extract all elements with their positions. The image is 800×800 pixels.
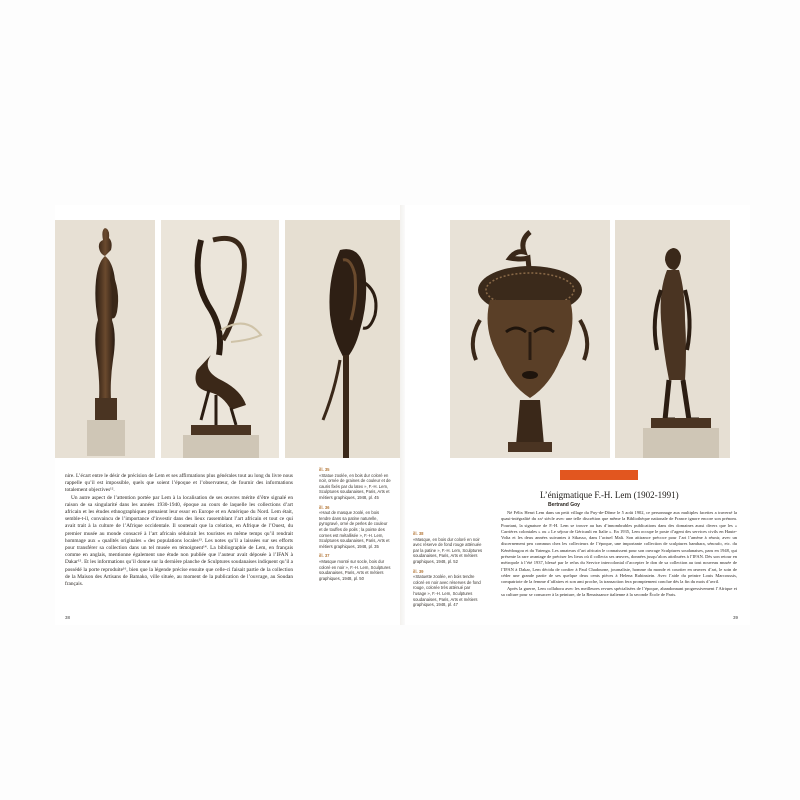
caption-ill-number: ill. 36 [319,504,330,510]
caption-ill-number: ill. 35 [319,467,330,472]
caption-text: «Statuette zoolée, en bois tendre coloré en noir avec réserves de fond rouge, colorée très atténué par l’usage », F.-H. Lem, Sculptures soudanaises, Paris, Arts et métiers graphiques, 1948, pl. 47 [413,574,481,608]
book-spread [55,205,750,625]
seated-figure-photo [615,220,730,458]
article-title: L’énigmatique F.-H. Lem (1902-1991) [540,490,679,500]
caption-block [319,553,391,581]
standing-figure-photo [55,220,155,458]
right-captions [413,531,483,612]
accent-bar [560,470,638,480]
left-page [55,205,400,625]
caption-text: «Haut de masque zoolé, en bois tendre dans sa patine naturelle, pyrogravé, orné de perles de couleur et de touffes de poils ; la pointe des cornes est métallisée », F.-H. Lem, Sculptures soudanaises, Paris, Arts et métiers graphiques, 1948, pl. 35 [319,510,390,549]
left-paragraph: nire. L’écart entre le désir de précision de Lem et ses affirmations plus générales tout au long du livre nous rappelle qu’il est impossible, quels que soient l’époque et l’observateur, de fournir des informations totalement objectives¹². [65,473,293,494]
left-main-text [65,473,293,613]
right-main-text [501,510,737,610]
caption-block [413,569,483,608]
caption-block [413,531,483,565]
caption-text: «Masque monté sur socle, bois dur coloré en noir », F.-H. Lem, Sculptures soudanaises, Paris, Arts et métiers graphiques, 1948, pl. 50 [319,558,391,581]
left-captions [319,467,391,585]
caption-text: «Masque, en bois dur coloré en noir avec réserve de fond rouge atténuée par la patine », F.-H. Lem, Sculptures soudanaises, Paris, Arts et métiers graphiques, 1948, pl. 52 [413,536,483,564]
left-paragraph: Un autre aspect de l’attention portée par Lem à la localisation de ses œuvres mérite d’être signalé en raison de sa singularité dans les années 1930-1940, époque au cours de laquelle les collections d’art africain et les études ethnographiques prenaient leur essor en Europe et en Amérique du Nord. Lem était, semble-t-il, convaincu de l’importance d’investir dans des lieux rassemblant l’art africain et tout ce qui avait trait à la culture de l’Afrique occidentale. Il soutenait que la création, en Afrique de l’Ouest, du premier musée au monde consacré à l’art africain séduirait les touristes en même temps qu’il rendrait hommage aux « qualités originales » des populations locales¹³. Les notes qu’il a laissées sur ses efforts pour transférer sa collection dans un tel musée en témoignent¹⁴. La bibliographie de Lem, en français comme en anglais, mentionne également une étude non publiée que l’auteur avait déposée à l’IFAN à Dakar¹⁵. Et les informations qu’il donne sur la dernière planche de Sculptures soudanaises indiquent qu’il a possédé la porte reproduite¹⁶, bien que la légende précise ensuite que celle-ci faisait partie de la collection de la Maison des Artisans de Bamako, ville située, au moment de la publication de l’ouvrage, au Soudan français. [65,494,293,588]
antelope-headdress-photo [161,220,279,458]
mask-on-stand-photo [285,220,400,458]
caption-block [319,505,391,550]
right-paragraph: Né Félix Henri Lem dans un petit village du Puy-de-Dôme le 5 août 1902, ce personnage aux multiples facettes a traversé la quasi-intégralité du xxᵉ siècle avec une telle discrétion que même la Bibliothèque nationale de France ignore encore son prénom. Pourtant, la signature de F.-H. Lem se trouve au bas d’innombrables publications dans des domaines aussi divers que les « Carrières coloniales » ou « Le séjour de Géricault en Italie ». En 1935, Lem occupe le poste d’agent des services civils en Haute-Volta et les deux années suivantes à Sikasso, dans l’actuel Mali. Son attirance précoce pour l’art l’amène à réunir, avec un discernement peu commun chez les collecteurs de l’époque, une importante collection de sculptures bambara, sénoufo, etc. du Kénédougou et du Yatenga. Les amateurs d’art africain le connaissent pour son ouvrage Sculptures soudanaises, paru en 1948, qui présente la rare avantage de préciser les lieux où il collecta ses œuvres, données jusqu’alors attribuées à l’IFAN. Dès son retour en métropole à l’été 1937, blessé par le refus du Service intercolonial d’accepter le don de sa collection au tout nouveau musée de l’IFAN à Dakar, Lem décida de confier à Paul Chadourne, journaliste, homme du monde et courtier en œuvres d’art, le soin de céder une grande partie de ses quelque deux cents pièces à Helena Rubinstein. Avec l’aide du peintre Louis Marcoussis, compatriote de la femme d’affaires et son ami proche, la transaction fera promptement conclue dès la fin du mois d’avril. [501,510,737,585]
right-page-number: 39 [733,615,739,620]
face-mask-photo [450,220,610,458]
article-author: Bertrand Goy [548,502,580,508]
caption-ill-number: ill. 38 [413,531,424,536]
caption-ill-number: ill. 39 [413,568,424,574]
right-page [405,205,750,625]
caption-text: «Statue zoolée, en bois dur coloré en noir, ornée de graines de couleur et de cauris fixés par du latex », F.-H. Lem, Sculptures soudanaises, Paris, Arts et métiers graphiques, 1948, pl. 45 [319,472,391,500]
right-paragraph: Après la guerre, Lem collabora avec les meilleures revues spécialisées de l’époque, abandonnant progressivement l’Afrique et sa culture pour se consacrer à la peinture, de la Renaissance italienne à la seconde École de Paris. [501,585,737,597]
caption-block [319,467,391,501]
left-page-number: 38 [65,615,71,620]
caption-ill-number: ill. 37 [319,553,330,559]
